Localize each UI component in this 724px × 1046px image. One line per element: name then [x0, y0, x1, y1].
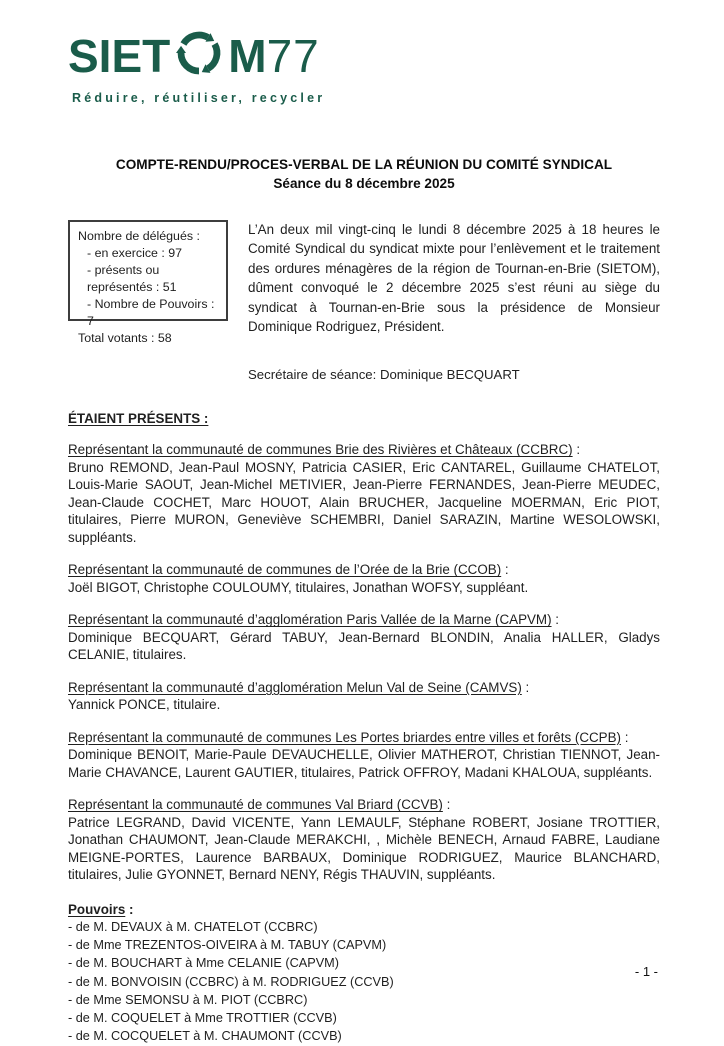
section-heading-line	[68, 561, 660, 579]
section-heading-line	[68, 796, 660, 814]
section-heading: Représentant la communauté de communes de l’Orée de la Brie (CCOB)	[68, 562, 502, 578]
delegates-box-item: - en exercice : 97	[87, 246, 183, 260]
delegation-section-ccpb	[68, 729, 660, 782]
logo-tagline: Réduire, réutiliser, recycler	[72, 91, 326, 105]
section-heading-colon: :	[521, 679, 530, 695]
section-heading-line	[68, 611, 660, 629]
section-names: Bruno REMOND, Jean-Paul MOSNY, Patricia CASIER, Eric CANTAREL, Guillaume CHATELOT, Louis-Marie SAOUT, Jean-Michel METIVIER, Jean-Pierre FERNANDES, Jean-Pierre MEUDEC, Jean-Claude COCHET, Marc HOUOT, Alain BRUCHER, Jacqueline MOERMAN, Eric PIOT, titulaires, Pierre MURON, Geneviève SCHEMBRI, Daniel SARAZIN, Martine WESOLOWSKI, suppléants.	[68, 459, 660, 545]
present-heading: ÉTAIENT PRÉSENTS :	[68, 411, 209, 427]
logo-row	[68, 28, 660, 84]
recycle-icon	[172, 26, 226, 80]
page-number: - 1 -	[634, 964, 658, 979]
document-title-line1: COMPTE-RENDU/PROCES-VERBAL DE LA RÉUNION DU COMITÉ SYNDICAL	[115, 157, 613, 172]
section-heading: Représentant la communauté d’agglomération Paris Vallée de la Marne (CAPVM)	[68, 612, 552, 628]
section-heading-colon: :	[551, 612, 559, 628]
info-row	[68, 220, 660, 382]
section-heading: Représentant la communauté de communes Val Briard (CCVB)	[68, 797, 443, 813]
delegates-box-item: - Nombre de Pouvoirs : 7	[87, 297, 215, 328]
delegation-section-ccob	[68, 561, 660, 596]
pouvoir-item: - de Mme SEMONSU à M. PIOT (CCBRC)	[68, 992, 308, 1007]
section-heading-colon: :	[442, 797, 451, 813]
pouvoir-item: - de M. COCQUELET à M. CHAUMONT (CCVB)	[68, 1029, 342, 1044]
secretary-line: Secrétaire de séance: Dominique BECQUART	[248, 367, 520, 383]
section-names: Joël BIGOT, Christophe COULOUMY, titulaires, Jonathan WOFSY, suppléant.	[68, 579, 529, 595]
logo-text-77: 77	[266, 30, 320, 82]
pouvoir-item: - de M. COQUELET à Mme TROTTIER (CCVB)	[68, 1010, 337, 1025]
logo-text-siet: SIET	[68, 30, 171, 82]
section-heading: Représentant la communauté de communes Brie des Rivières et Châteaux (CCBRC)	[68, 442, 573, 458]
delegates-box-item: - présents ou représentés : 51	[87, 263, 177, 294]
section-heading-colon: :	[621, 729, 629, 745]
intro-column	[248, 220, 660, 382]
delegates-box-heading: Nombre de délégués :	[78, 229, 200, 243]
delegation-section-camvs	[68, 679, 660, 714]
section-names: Dominique BECQUART, Gérard TABUY, Jean-Bernard BLONDIN, Analia HALLER, Gladys CELANIE, titulaires.	[68, 629, 660, 663]
delegates-count-box	[68, 220, 228, 345]
pouvoirs-heading: Pouvoirs	[68, 901, 126, 917]
intro-paragraph: L’An deux mil vingt-cinq le lundi 8 décembre 2025 à 18 heures le Comité Syndical du syndicat mixte pour l’enlèvement et le traitement des ordures ménagères de la région de Tournan-en-Brie (SIETOM), dûment convoqué le 2 décembre 2025 s’est réuni au siège du syndicat à Tournan-en-Brie sous la présidence de Monsieur Dominique Rodriguez, Président.	[248, 222, 660, 335]
section-names: Patrice LEGRAND, David VICENTE, Yann LEMAULF, Stéphane ROBERT, Josiane TROTTIER, Jonathan CHAUMONT, Jean-Claude MERAKCHI, , Michèle BENECH, Arnaud FABRE, Laudiane MEIGNE-PORTES, Laurence BARBAUX, Dominique RODRIGUEZ, Maurice BLANCHARD, titulaires, Julie GYONNET, Bernard NENY, Régis THAUVIN, suppléants.	[68, 814, 660, 883]
section-heading-colon: :	[501, 562, 509, 578]
section-heading: Représentant la communauté d’agglomération Melun Val de Seine (CAMVS)	[68, 679, 522, 695]
pouvoir-item: - de Mme TREZENTOS-OIVEIRA à M. TABUY (CAPVM)	[68, 938, 387, 953]
sietom-logo	[68, 28, 660, 105]
section-heading: Représentant la communauté de communes Les Portes briardes entre villes et forêts (CCPB)	[68, 729, 621, 745]
section-heading-line	[68, 441, 660, 459]
delegation-section-ccvb	[68, 796, 660, 884]
pouvoir-item: - de M. DEVAUX à M. CHATELOT (CCBRC)	[68, 920, 318, 935]
delegation-section-ccbrc	[68, 441, 660, 546]
document-title	[68, 155, 660, 193]
section-names: Dominique BENOIT, Marie-Paule DEVAUCHELLE, Olivier MATHEROT, Christian TIENNOT, Jean-Marie CHAVANCE, Laurent GAUTIER, titulaires, Patrick OFFROY, Madani KHALOUA, suppléants.	[68, 747, 660, 780]
section-names: Yannick PONCE, titulaire.	[68, 697, 221, 713]
pouvoir-item: - de M. BOUCHART à Mme CELANIE (CAPVM)	[68, 956, 339, 971]
pouvoirs-heading-colon: :	[125, 901, 134, 917]
section-heading-line	[68, 679, 660, 697]
logo-text-m: M	[228, 30, 267, 82]
pouvoirs-block	[68, 901, 660, 1046]
pouvoir-item: - de M. BONVOISIN (CCBRC) à M. RODRIGUEZ (CCVB)	[68, 974, 394, 989]
pouvoirs-heading-line	[68, 901, 660, 919]
delegates-box-total: Total votants : 58	[78, 331, 172, 345]
section-heading-line	[68, 729, 660, 747]
document-title-line2: Séance du 8 décembre 2025	[273, 176, 455, 191]
section-heading-colon: :	[572, 442, 581, 458]
delegation-section-capvm	[68, 611, 660, 664]
